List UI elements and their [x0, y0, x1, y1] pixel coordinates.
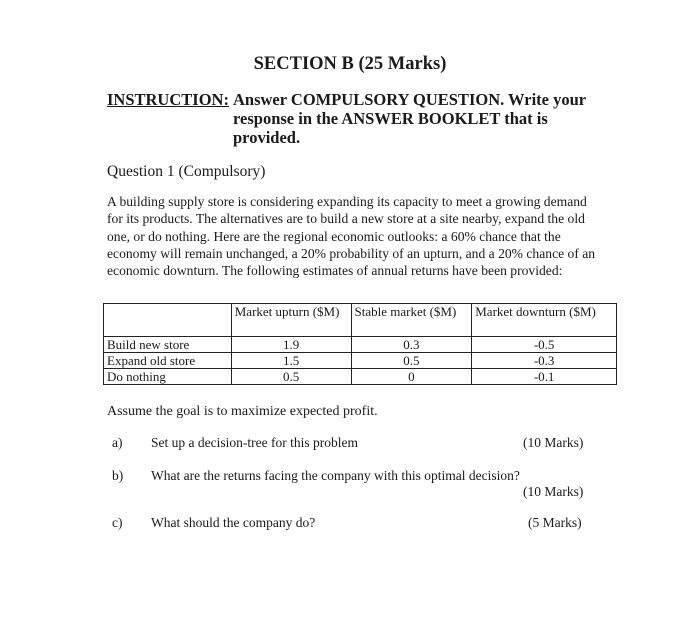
table-cell: 1.5	[231, 353, 351, 369]
instruction-label: INSTRUCTION:	[107, 90, 229, 109]
table-cell-alternative: Do nothing	[104, 369, 232, 385]
paragraph-line: A building supply store is considering expanding its capacity to meet a growing demand	[107, 194, 587, 209]
table-header-cell: Market downturn ($M)	[472, 304, 617, 337]
table-cell: 0.5	[351, 353, 472, 369]
assumption-text: Assume the goal is to maximize expected profit.	[107, 404, 378, 419]
question-c-letter: c)	[112, 515, 123, 530]
table-cell: -0.5	[472, 337, 617, 353]
table-row	[104, 353, 617, 369]
table-header-cell	[104, 304, 232, 337]
paragraph-line: economy will remain unchanged, a 20% probability of an upturn, and a 20% chance of an	[107, 245, 596, 261]
table-header-cell: Market upturn ($M)	[231, 304, 351, 337]
table-header-cell: Stable market ($M)	[351, 304, 472, 337]
instruction-line-1: Answer COMPULSORY QUESTION. Write your	[233, 90, 587, 109]
table-row	[104, 337, 617, 353]
question-c-text: What should the company do?	[151, 515, 316, 530]
table-cell: 1.9	[231, 337, 351, 353]
question-a-marks: (10 Marks)	[523, 435, 584, 450]
paragraph-line: one, or do nothing. Here are the regional economic outlooks: a 60% chance that the	[107, 228, 561, 244]
table-cell-alternative: Expand old store	[104, 353, 232, 369]
section-title: SECTION B (25 Marks)	[253, 54, 447, 74]
table-cell: 0	[351, 369, 472, 385]
question-a-letter: a)	[112, 435, 123, 450]
paragraph-line: for its products. The alternatives are to build a new store at a site nearby, expand the old	[107, 211, 585, 227]
table-cell: 0.3	[351, 337, 472, 353]
question-b-letter: b)	[112, 468, 124, 483]
table-cell-alternative: Build new store	[104, 337, 232, 353]
question-paragraph	[107, 193, 627, 279]
table-cell: -0.3	[472, 353, 617, 369]
table-cell: 0.5	[231, 369, 351, 385]
table-row	[104, 369, 617, 385]
question-b-marks: (10 Marks)	[523, 484, 584, 499]
question-b-text: What are the returns facing the company with this optimal decision?	[151, 468, 520, 483]
instruction-line-2: response in the ANSWER BOOKLET that is	[233, 109, 548, 128]
question-a-text: Set up a decision-tree for this problem	[151, 435, 358, 450]
table-cell: -0.1	[472, 369, 617, 385]
returns-table	[103, 303, 617, 385]
question-c-marks: (5 Marks)	[528, 515, 582, 530]
table-header-row	[104, 304, 617, 337]
paragraph-line: economic downturn. The following estimates of annual returns have been provided:	[107, 263, 563, 279]
question-heading: Question 1 (Compulsory)	[107, 163, 266, 180]
instruction-line-3: provided.	[233, 128, 301, 147]
